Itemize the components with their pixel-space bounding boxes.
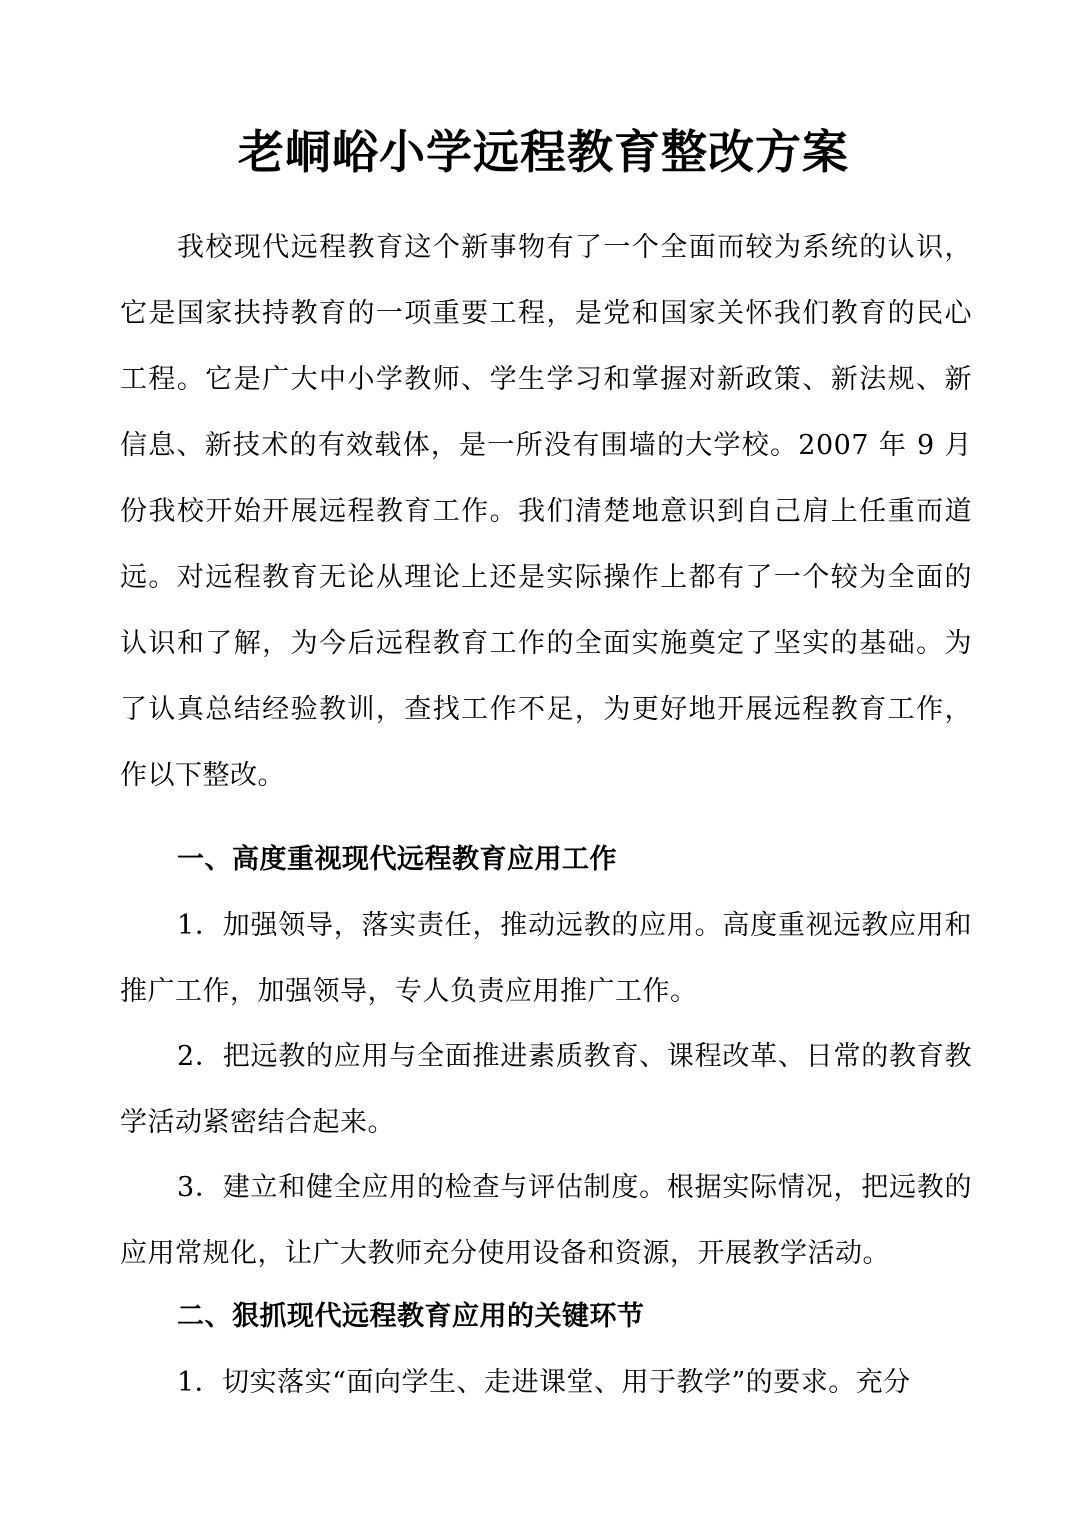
list-item: 2．把远教的应用与全面推进素质教育、课程改革、日常的教育教学活动紧密结合起来。 [120, 1041, 972, 1138]
section-heading: 二、狠抓现代远程教育应用的关键环节 [177, 1301, 645, 1332]
list-item: 1．切实落实“面向学生、走进课堂、用于教学”的要求。充分 [177, 1367, 911, 1398]
document-title: 老峒峪小学远程教育整改方案 [238, 125, 849, 179]
list-item: 3．建立和健全应用的检查与评估制度。根据实际情况，把远教的应用常规化，让广大教师充分使用设备和资源，开展教学活动。 [120, 1172, 972, 1269]
list-item: 1．加强领导，落实责任，推动远教的应用。高度重视远教应用和推广工作，加强领导，专人负责应用推广工作。 [120, 910, 972, 1007]
section-heading: 一、高度重视现代远程教育应用工作 [177, 844, 617, 875]
intro-paragraph: 我校现代远程教育这个新事物有了一个全面而较为系统的认识，它是国家扶持教育的一项重要工程，是党和国家关怀我们教育的民心工程。它是广大中小学教师、学生学习和掌握对新政策、新法规、新信息、新技术的有效载体，是一所没有围墙的大学校。2007 年 9 月份我校开始开展远程教育工作。我们清楚地意识到自己肩上任重而道远。对远程教育无论从理论上还是实际操作上都有了一个较为全面的认识和了解，为今后远程教育工作的全面实施奠定了坚实的基础。为了认真总结经验教训，查找工作不足，为更好地开展远程教育工作，作以下整改。 [120, 232, 972, 791]
